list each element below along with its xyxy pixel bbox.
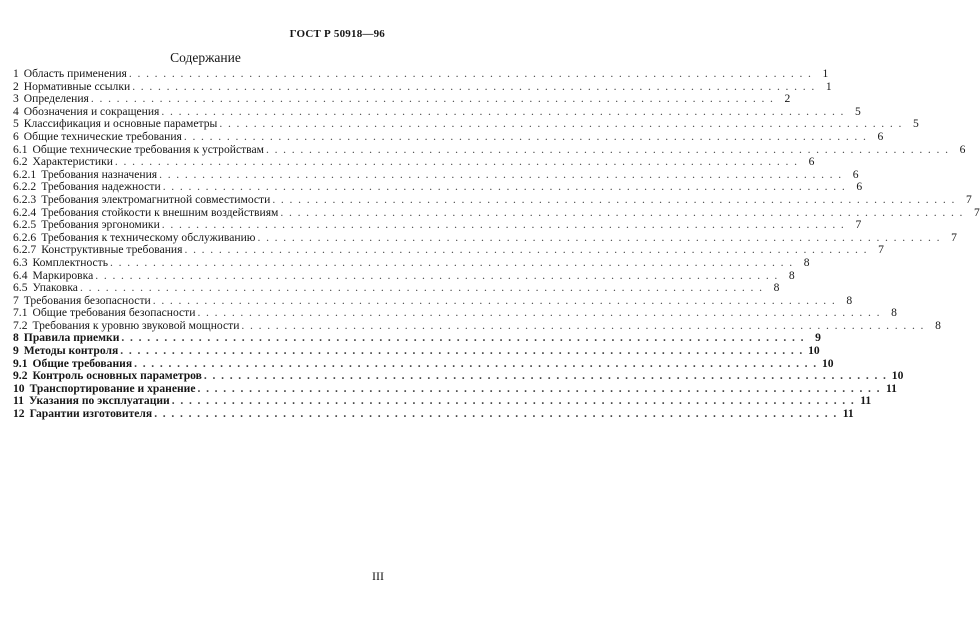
toc-entry-number: 6.2.1 [13, 167, 37, 181]
toc-entry-number: 5 [13, 117, 19, 131]
toc-entry-label: Область применения [23, 67, 127, 80]
toc-entry-number: 6.5 [13, 281, 28, 295]
toc-entry-label: Требования назначения [41, 167, 158, 181]
toc-entry-page: 6 [877, 129, 884, 143]
toc-entry-page: 1 [825, 79, 832, 93]
toc-entry[interactable] [13, 155, 815, 169]
toc-entry-label: Комплектность [32, 255, 109, 269]
toc-entry-page: 8 [803, 255, 810, 269]
toc-entry[interactable] [13, 129, 884, 144]
toc-entry-number: 6.1 [13, 142, 28, 156]
toc-entry-page: 9 [815, 331, 821, 345]
toc-entry-number: 12 [13, 407, 25, 421]
toc-entry-number: 2 [13, 79, 19, 93]
toc-entry-number: 11 [13, 394, 24, 408]
toc-entry-label: Требования электромагнитной совместимости [41, 192, 271, 206]
toc-entry-page: 7 [878, 243, 884, 257]
toc-entry-number: 8 [13, 331, 19, 345]
toc-entry-number: 6.2.4 [13, 205, 37, 219]
toc-entry-page: 1 [822, 67, 829, 80]
toc-leader-dots [120, 345, 803, 358]
toc-entry-page: 8 [788, 268, 795, 282]
toc-entry-page: 8 [891, 306, 897, 320]
toc-entry-number: 9.2 [13, 369, 28, 383]
toc-entry[interactable] [13, 255, 810, 270]
toc-leader-dots [204, 370, 887, 383]
toc-entry-page: 7 [951, 230, 957, 244]
toc-entry-label: Общие технические требования [23, 129, 182, 143]
toc-entry-number: 1 [13, 67, 19, 80]
toc-entry-page: 6 [808, 155, 815, 169]
toc-entry-number: 7.1 [13, 306, 28, 320]
toc-entry[interactable] [13, 306, 897, 320]
toc-entry[interactable] [13, 192, 972, 207]
toc-entry-page: 10 [808, 344, 820, 358]
toc-entry[interactable] [13, 344, 820, 358]
toc-entry-label: Нормативные ссылки [23, 79, 131, 93]
toc-entry-page: 8 [935, 318, 941, 332]
toc-entry[interactable] [13, 281, 780, 295]
toc-entry-label: Маркировка [32, 268, 94, 282]
toc-entry-number: 9.1 [13, 356, 28, 370]
toc-entry-page: 2 [784, 92, 791, 106]
page-number: III [372, 569, 384, 583]
toc-leader-dots [80, 282, 763, 295]
toc-entry-label: Контроль основных параметров [32, 369, 202, 383]
toc-leader-dots [154, 408, 837, 421]
toc-entry-label: Общие требования [32, 356, 133, 370]
toc-leader-dots [272, 194, 955, 207]
toc-entry[interactable] [13, 67, 829, 81]
toc-entry-label: Требования безопасности [23, 293, 151, 307]
toc-entry-label: Характеристики [32, 155, 113, 169]
toc-entry-page: 7 [974, 205, 980, 219]
toc-entry-label: Упаковка [32, 281, 78, 295]
toc-entry-page: 7 [855, 218, 862, 232]
toc-leader-dots [115, 156, 798, 169]
toc-entry-label: Обозначения и сокращения [23, 104, 160, 118]
toc-entry-number: 7.2 [13, 318, 28, 332]
toc-leader-dots [197, 307, 880, 320]
toc-leader-dots [129, 68, 812, 81]
toc-entry-page: 6 [959, 142, 966, 156]
toc-entry[interactable] [13, 369, 904, 383]
toc-entry-page: 8 [846, 293, 853, 307]
toc-entry-label: Гарантии изготовителя [29, 407, 153, 421]
toc-entry-number: 6 [13, 129, 19, 143]
toc-entry-label: Требования эргономики [41, 218, 160, 232]
toc-entry-number: 6.2.7 [13, 243, 37, 257]
toc-entry-page: 11 [860, 394, 872, 408]
toc-title: Содержание [170, 50, 241, 65]
toc-entry-label: Общие технические требования к устройствам [32, 142, 264, 156]
toc-entry-number: 4 [13, 104, 19, 118]
toc-entry-page: 5 [913, 117, 919, 131]
toc-entry-label: Указания по эксплуатации [28, 394, 170, 408]
toc-entry-label: Требования надежности [41, 180, 161, 194]
toc-entry-label: Методы контроля [23, 344, 119, 358]
toc-entry-page: 7 [965, 192, 972, 206]
toc-leader-dots [162, 219, 845, 232]
toc-entry-page: 8 [773, 281, 780, 295]
toc-entry-page: 11 [842, 407, 854, 421]
toc-entry-page: 5 [855, 104, 861, 118]
toc-entry-page: 10 [891, 369, 904, 383]
toc-entry-label: Правила приемки [23, 331, 120, 345]
toc-entry-label: Классификация и основные параметры [23, 117, 218, 131]
toc-entry-number: 7 [13, 293, 19, 307]
toc-entry-number: 6.2 [13, 155, 28, 169]
toc-entry-number: 6.2.5 [13, 218, 37, 232]
toc-entry-number: 6.3 [13, 255, 28, 269]
toc-entry-page: 6 [856, 180, 863, 194]
toc-entry[interactable] [13, 218, 862, 232]
toc-leader-dots [110, 257, 793, 270]
toc-leader-dots [184, 131, 867, 144]
table-of-contents [13, 67, 980, 421]
toc-entry-page: 11 [885, 381, 897, 395]
toc-entry-label: Требования к уровню звуковой мощности [32, 318, 240, 332]
toc-entry-number: 9 [13, 344, 19, 358]
toc-entry-label: Общие требования безопасности [32, 306, 196, 320]
toc-entry-label: Определения [23, 92, 89, 106]
document-code: ГОСТ Р 50918—96 [289, 28, 385, 40]
toc-entry-number: 3 [13, 92, 19, 106]
toc-entry-page: 10 [821, 356, 834, 370]
toc-entry-label: Требования к техническому обслуживанию [41, 230, 256, 244]
toc-entry[interactable] [13, 407, 854, 421]
toc-entry-label: Конструктивные требования [41, 243, 183, 257]
toc-entry-number: 6.2.6 [13, 230, 37, 244]
toc-entry-label: Транспортирование и хранение [29, 381, 196, 395]
toc-entry-label: Требования стойкости к внешним воздействиям [41, 205, 279, 219]
toc-entry-number: 6.2.3 [13, 192, 37, 206]
toc-leader-dots [91, 93, 774, 106]
toc-entry-number: 10 [13, 381, 25, 395]
toc-entry-page: 6 [852, 167, 859, 181]
toc-entry-number: 6.2.2 [13, 180, 37, 194]
toc-entry[interactable] [13, 92, 791, 106]
toc-entry-number: 6.4 [13, 268, 28, 282]
